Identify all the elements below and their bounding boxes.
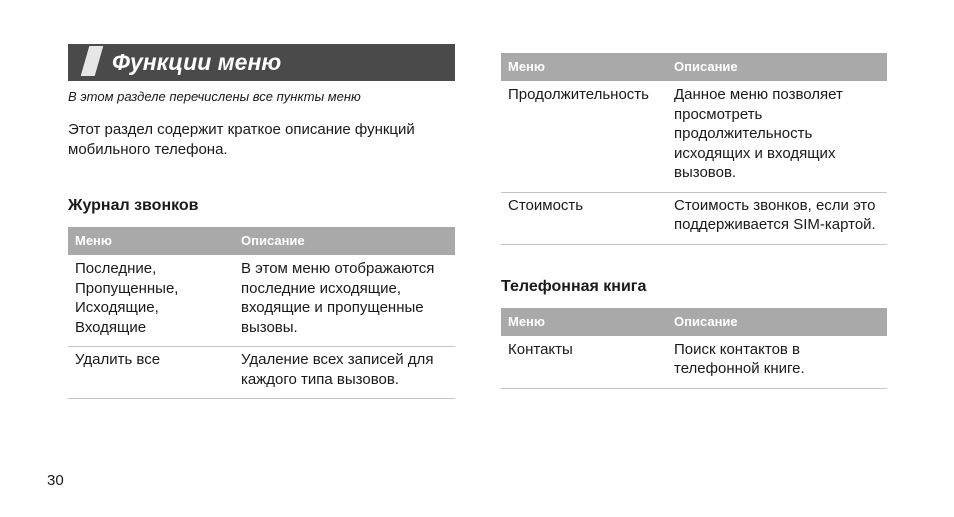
menu-cell: Удалить все [68,347,234,399]
table-header-row [68,227,455,255]
page-title: Функции меню [112,49,282,75]
call-log-table [68,227,455,399]
column-header-menu: Меню [501,308,667,336]
section-heading-call-log: Журнал звонков [68,197,199,214]
title-bar [68,44,455,81]
table-row [68,255,455,347]
page-number: 30 [47,472,64,489]
description-cell: Поиск контактов в телефонной книге. [667,336,887,389]
column-header-description: Описание [667,308,887,336]
column-header-menu: Меню [68,227,234,255]
menu-cell: Стоимость [501,192,667,244]
table-header-row [501,53,887,81]
description-cell: Стоимость звонков, если это поддерживается SIM-картой. [667,192,887,244]
section-heading-phonebook: Телефонная книга [501,277,647,295]
table-header-row [501,308,887,336]
description-cell: Удаление всех записей для каждого типа вызовов. [234,347,455,399]
phonebook-table [501,308,887,389]
right-column [501,53,887,389]
column-header-description: Описание [234,227,455,255]
menu-cell: Продолжительность [501,81,667,192]
menu-cell: Контакты [501,336,667,389]
page-subtitle: В этом разделе перечислены все пункты меню [68,89,361,104]
table-row [501,192,887,244]
table-row [501,81,887,192]
description-cell: Данное меню позволяет просмотреть продолжительность исходящих и входящих вызовов. [667,81,887,192]
column-header-description: Описание [667,53,887,81]
column-header-menu: Меню [501,53,667,81]
table-row [501,336,887,389]
call-log-continued-table [501,53,887,245]
intro-paragraph: Этот раздел содержит краткое описание функций мобильного телефона. [68,121,415,158]
menu-cell: Последние, Пропущенные, Исходящие, Входящие [68,255,234,347]
description-cell: В этом меню отображаются последние исходящие, входящие и пропущенные вызовы. [234,255,455,347]
title-slash-decoration [81,46,104,76]
table-row [68,347,455,399]
left-column [68,44,455,399]
